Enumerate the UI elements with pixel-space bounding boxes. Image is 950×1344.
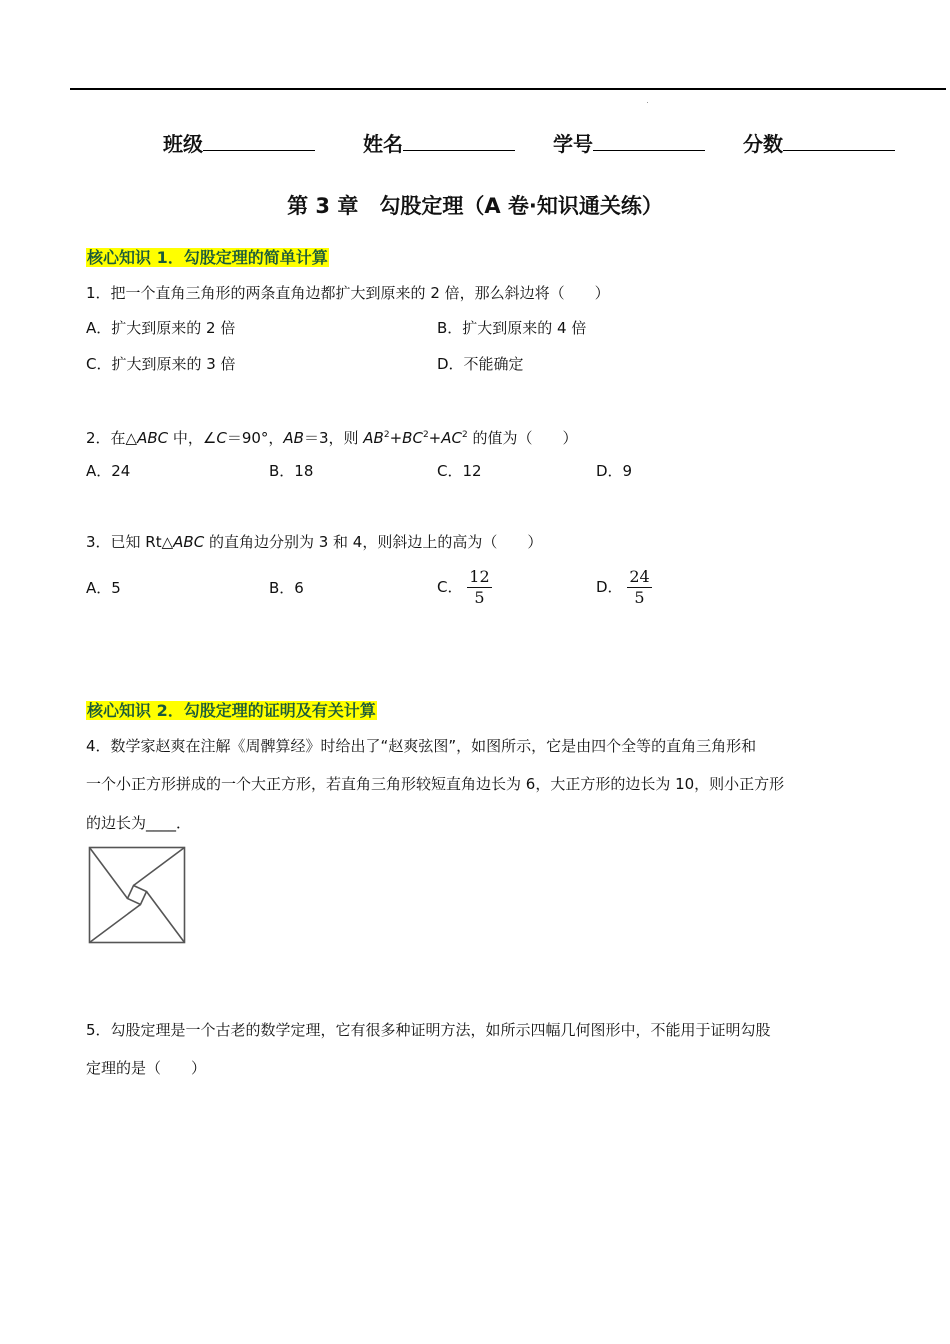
q2-text: ＝90°， xyxy=(226,429,284,447)
score-blank xyxy=(783,132,895,151)
q3-option-c-label: C． xyxy=(437,578,463,596)
q4-line-1: 4．数学家赵爽在注解《周髀算经》时给出了“赵爽弦图”，如图所示，它是由四个全等的直角三角形和 xyxy=(86,737,757,755)
section-2-label: 核心知识 2．勾股定理的证明及有关计算 xyxy=(87,701,376,720)
fraction-numerator: 24 xyxy=(629,567,650,586)
q3-stem xyxy=(86,532,542,552)
name-field xyxy=(363,128,515,157)
q3-option-a: A．5 xyxy=(86,579,121,597)
zhao-shuang-diagram xyxy=(88,846,186,944)
fraction-denominator: 5 xyxy=(634,588,645,607)
class-label: 班级 xyxy=(163,132,203,156)
section-1-label: 核心知识 1．勾股定理的简单计算 xyxy=(87,248,328,267)
id-field xyxy=(553,128,705,157)
q4-line-2: 一个小正方形拼成的一个大正方形，若直角三角形较短直角边长为 6，大正方形的边长为 10，则小正方形 xyxy=(86,775,785,793)
q2-plus: + xyxy=(389,429,403,447)
q3-text: 的直角边分别为 3 和 4，则斜边上的高为（ ） xyxy=(204,533,543,551)
inner-segment xyxy=(134,848,185,886)
score-label: 分数 xyxy=(743,132,783,156)
q2-option-c: C．12 xyxy=(437,462,482,480)
q2-option-b: B．18 xyxy=(269,462,314,480)
class-blank xyxy=(203,132,315,151)
inner-segment xyxy=(147,892,185,943)
q3-option-c xyxy=(437,567,492,608)
q3-option-d-label: D． xyxy=(596,578,623,596)
q2-exponent: 2 xyxy=(422,430,429,440)
q1-option-c: C．扩大到原来的 3 倍 xyxy=(86,355,236,373)
q3-option-c-fraction xyxy=(467,567,491,608)
q3-text: 3．已知 Rt△ xyxy=(86,533,174,551)
q2-stem xyxy=(86,425,578,448)
q1-stem: 1．把一个直角三角形的两条直角边都扩大到原来的 2 倍，那么斜边将（ ） xyxy=(86,284,610,302)
fraction-denominator: 5 xyxy=(474,588,485,607)
score-field xyxy=(743,128,895,157)
id-label: 学号 xyxy=(553,132,593,156)
q2-text: ＝3，则 xyxy=(303,429,364,447)
outer-square xyxy=(90,848,185,943)
class-field xyxy=(163,128,315,157)
q2-text: 的值为（ ） xyxy=(467,429,578,447)
inner-square xyxy=(128,886,147,905)
q1-option-b: B．扩大到原来的 4 倍 xyxy=(437,319,587,337)
q3-option-b: B．6 xyxy=(269,579,304,597)
q3-option-d xyxy=(596,567,652,608)
q1-option-a: A．扩大到原来的 2 倍 xyxy=(86,319,236,337)
inner-segment xyxy=(90,905,141,943)
q2-term-bc: BC xyxy=(402,429,423,447)
q3-option-d-fraction xyxy=(627,567,651,608)
inner-segment xyxy=(90,848,128,899)
q2-option-d: D．9 xyxy=(596,462,633,480)
q2-text: 2．在△ xyxy=(86,429,138,447)
q2-side-ab: AB xyxy=(283,429,304,447)
q4-line-3: 的边长为____． xyxy=(86,814,192,832)
header-rule xyxy=(70,88,946,90)
q2-angle-name: C xyxy=(216,429,227,447)
q1-option-d: D．不能确定 xyxy=(437,355,524,373)
q2-term-ac: AC xyxy=(441,429,462,447)
section-1-heading xyxy=(86,245,329,268)
q2-plus: + xyxy=(428,429,442,447)
q2-term-ab: AB xyxy=(363,429,384,447)
fraction-numerator: 12 xyxy=(469,567,490,586)
q2-option-a: A．24 xyxy=(86,462,131,480)
header-dot xyxy=(647,102,648,103)
id-blank xyxy=(593,132,705,151)
q5-line-1: 5．勾股定理是一个古老的数学定理，它有很多种证明方法，如所示四幅几何图形中，不能用于证明勾股 xyxy=(86,1021,771,1039)
q2-exponent: 2 xyxy=(383,430,390,440)
q2-text: 中，∠ xyxy=(168,429,217,447)
name-blank xyxy=(403,132,515,151)
page-title: 第 3 章 勾股定理（A 卷·知识通关练） xyxy=(287,194,663,218)
q5-line-2: 定理的是（ ） xyxy=(86,1059,207,1077)
name-label: 姓名 xyxy=(363,132,403,156)
q2-exponent: 2 xyxy=(462,430,468,440)
q3-triangle-name: ABC xyxy=(173,533,205,551)
section-2-heading xyxy=(86,698,377,721)
q2-triangle-name: ABC xyxy=(137,429,169,447)
